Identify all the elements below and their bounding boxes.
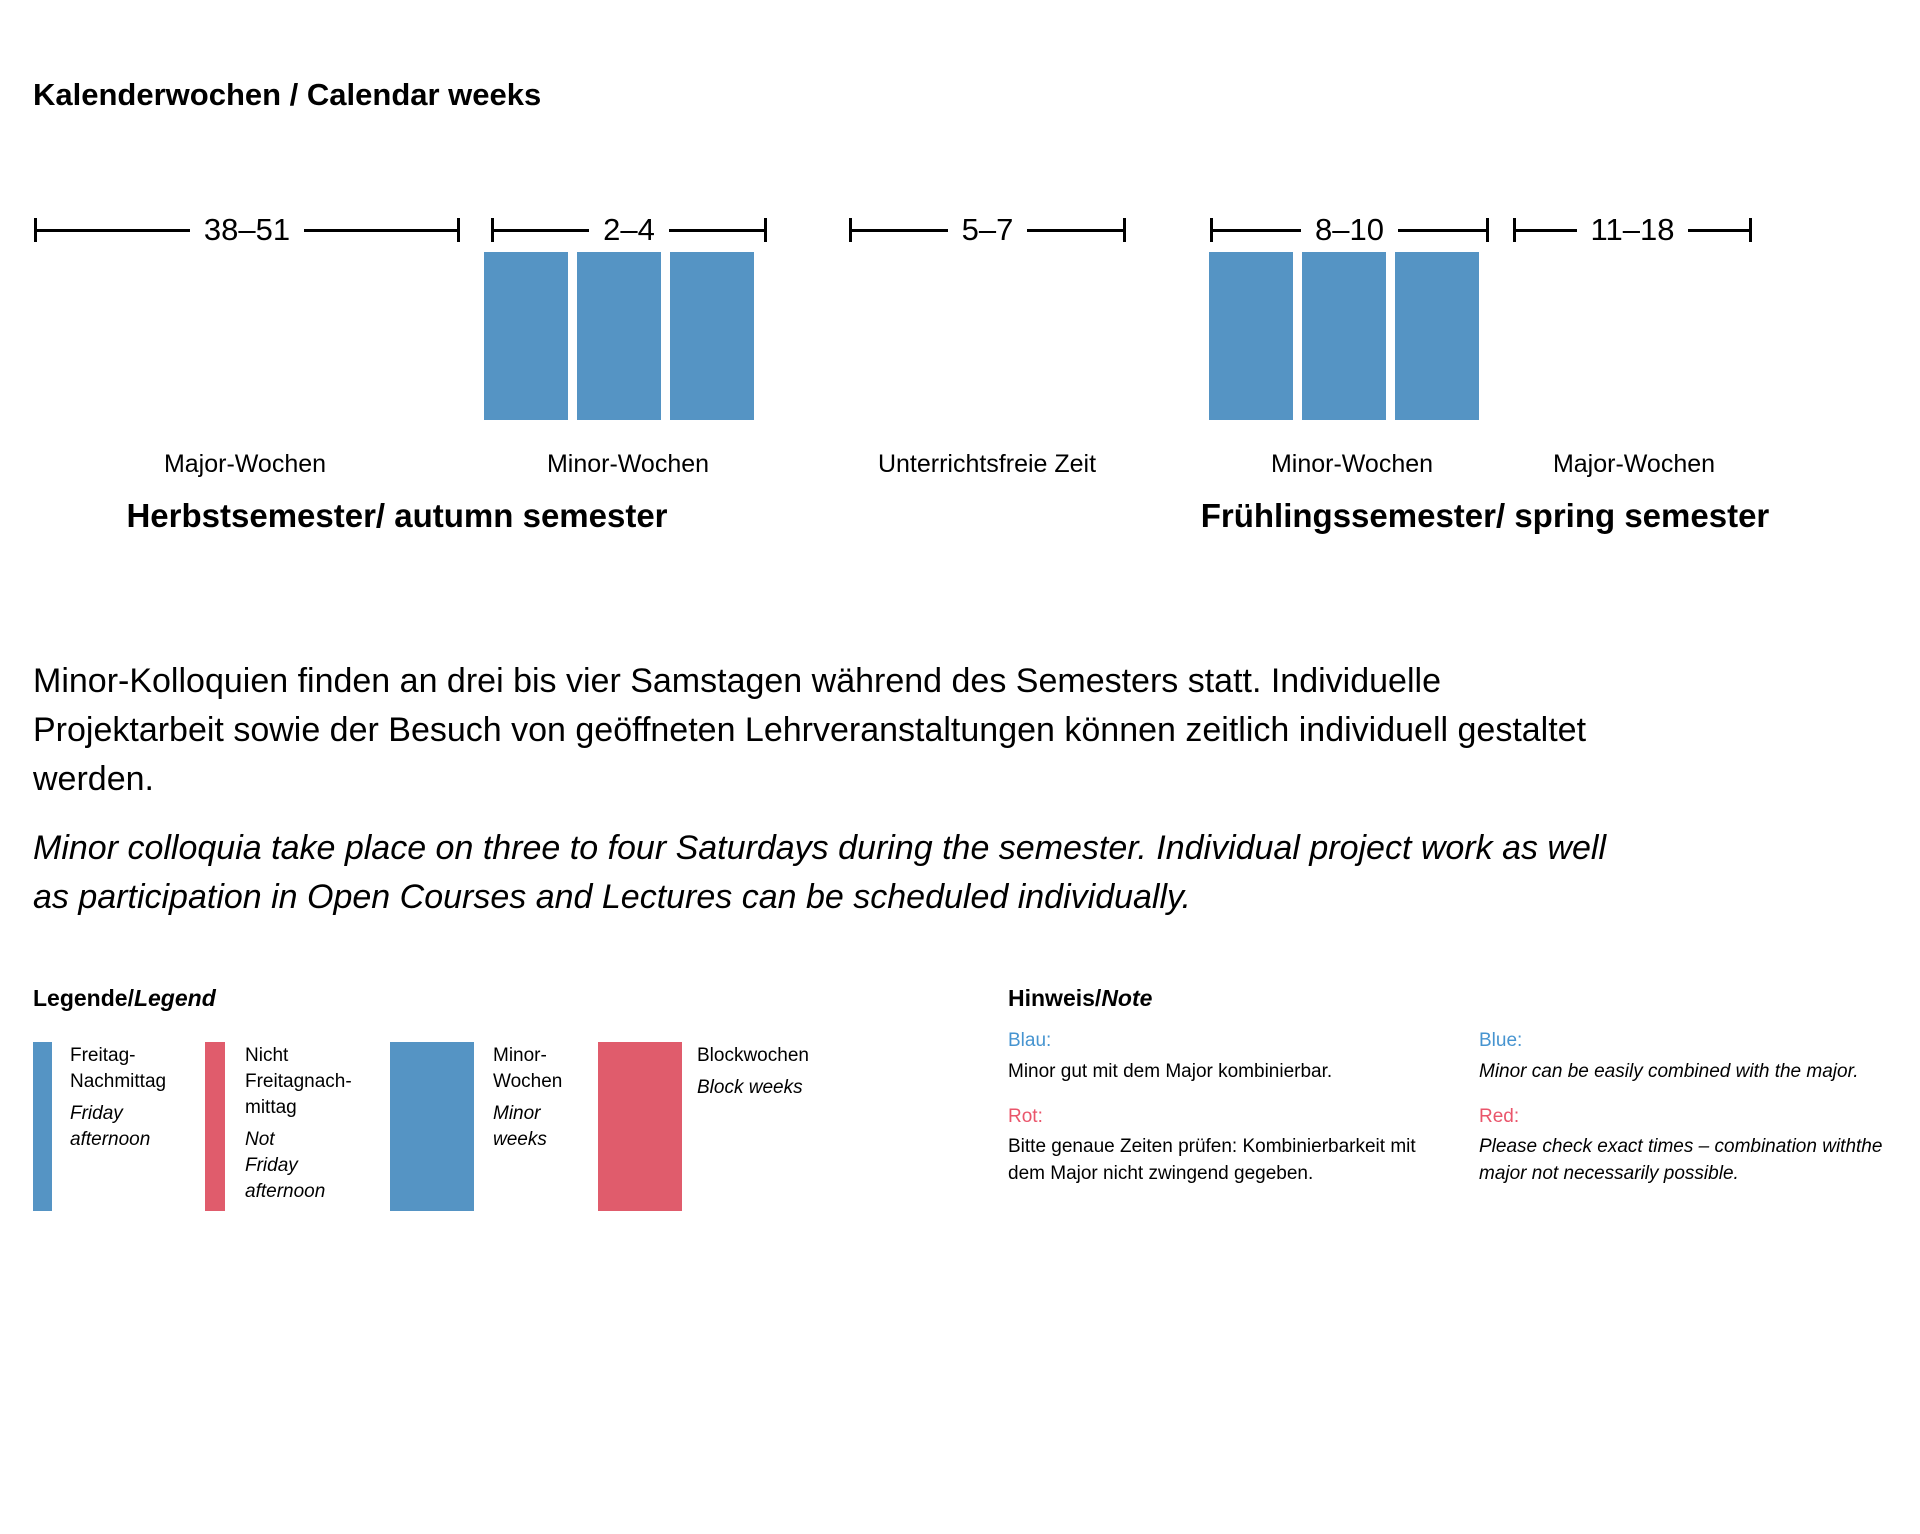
note-blue-label-de: Blau: [1008,1030,1052,1051]
bracket-weeks-38-51 [34,212,460,247]
text-line: major not necessarily possible. [1479,1163,1739,1184]
bracket-line [852,229,948,232]
text-line: weeks [493,1129,547,1150]
note-red-label-de: Rot: [1008,1106,1043,1127]
text-line: werden. [33,760,154,798]
legend-item-english [697,1075,809,1101]
note-blue-label-en: Blue: [1479,1030,1523,1051]
bracket-weeks-label: 2–4 [603,212,655,247]
note-heading [1008,985,1152,1012]
legend-swatch-minor-weeks [390,1042,474,1211]
paragraph-english [33,824,1606,922]
legend-item-english [70,1101,166,1153]
bracket-line [1398,229,1486,232]
legend-item-minor-weeks [493,1043,562,1153]
minor-week-bar [1302,252,1386,420]
text-line: Minor- [493,1045,547,1066]
text-line: Projektarbeit sowie der Besuch von geöffneten Lehrveranstaltungen können zeitlich individuell gestaltet [33,711,1587,749]
text-line: Freitag- [70,1045,136,1066]
minor-week-bar [670,252,754,420]
note-blue-text-en: Minor can be easily combined with the major. [1479,1061,1859,1082]
text-line: mittag [245,1097,297,1118]
legend-swatch-block-weeks [598,1042,682,1211]
legend-item-friday-afternoon [70,1043,166,1153]
bracket-weeks-8-10 [1210,212,1489,247]
bracket-weeks-5-7 [849,212,1126,247]
text-line: afternoon [245,1181,326,1202]
text-line: Blockwochen [697,1045,809,1066]
note-blue-text-de: Minor gut mit dem Major kombinierbar. [1008,1061,1333,1082]
week-label-free-time: Unterrichtsfreie Zeit [877,450,1097,478]
bracket-weeks-label: 38–51 [203,212,291,247]
text-line: Minor [493,1103,541,1124]
bracket-weeks-label: 5–7 [961,212,1014,247]
note-heading-en: Note [1101,985,1153,1011]
text-line: Please check exact times – combination withthe [1479,1136,1883,1157]
text-line: Wochen [493,1071,563,1092]
bracket-line [494,229,589,232]
bracket-weeks-2-4 [491,212,767,247]
text-line: Freitagnach- [245,1071,352,1092]
bracket-line [1213,229,1301,232]
note-red-label-en: Red: [1479,1106,1520,1127]
legend-item-block-weeks [697,1043,809,1101]
text-line: Friday [245,1155,298,1176]
text-line: Friday [70,1103,123,1124]
text-line: Not [245,1129,275,1150]
legend-swatch-friday-afternoon [33,1042,52,1211]
text-line: Nicht [245,1045,289,1066]
paragraph-german [33,657,1586,804]
minor-week-bar [484,252,568,420]
bracket-line [669,229,764,232]
note-red-text-en [1479,1133,1882,1187]
legend-heading-de: Legende/ [33,985,134,1011]
page-title: Kalenderwochen / Calendar weeks [33,77,542,112]
bracket-weeks-11-18 [1513,212,1752,247]
text-line: Block weeks [697,1077,803,1098]
text-line: Bitte genaue Zeiten prüfen: Kombinierbarkeit mit [1008,1136,1416,1157]
legend-item-english [493,1101,562,1153]
bracket-line [37,229,190,232]
legend-item-english [245,1127,352,1205]
minor-week-bar [577,252,661,420]
text-line: Minor colloquia take place on three to four Saturdays during the semester. Individual project work as well [33,829,1606,867]
minor-week-bar [1209,252,1293,420]
bracket-line [1516,229,1577,232]
text-line: as participation in Open Courses and Lectures can be scheduled individually. [33,878,1191,916]
text-line: Minor-Kolloquien finden an drei bis vier Samstagen während des Semesters statt. Individuelle [33,662,1441,700]
bracket-line [1688,229,1749,232]
text-line: dem Major nicht zwingend gegeben. [1008,1163,1314,1184]
bracket-line [1027,229,1123,232]
text-line: Nachmittag [70,1071,167,1092]
bracket-line [304,229,457,232]
semester-label-spring: Frühlingssemester/ spring semester [1200,497,1770,534]
week-label-minor-1: Minor-Wochen [546,450,710,478]
semester-label-autumn: Herbstsemester/ autumn semester [126,497,668,534]
bracket-weeks-label: 11–18 [1590,212,1675,247]
legend-heading [33,985,216,1012]
bracket-weeks-label: 8–10 [1315,212,1384,247]
legend-swatch-not-friday-afternoon [205,1042,225,1211]
note-red-text-de [1008,1133,1416,1187]
text-line: afternoon [70,1129,151,1150]
note-heading-de: Hinweis/ [1008,985,1102,1011]
legend-heading-en: Legend [133,985,216,1011]
week-label-major-1: Major-Wochen [163,450,327,478]
minor-week-bar [1395,252,1479,420]
week-label-major-2: Major-Wochen [1552,450,1716,478]
legend-item-not-friday-afternoon [245,1043,352,1205]
week-label-minor-2: Minor-Wochen [1270,450,1434,478]
